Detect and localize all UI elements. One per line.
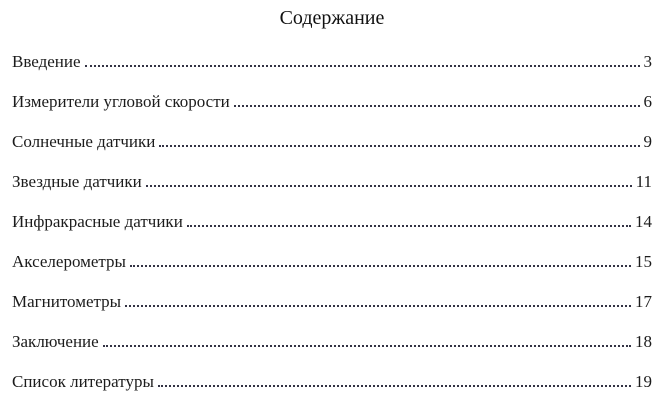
page-title: Содержание (279, 7, 385, 29)
toc-entry[interactable] (12, 86, 652, 126)
dot-leader (146, 185, 632, 187)
toc-entry-label: Заключение (12, 332, 99, 351)
toc-entry-label: Солнечные датчики (12, 132, 156, 151)
toc-entry-label: Звездные датчики (12, 172, 142, 191)
toc-entry-page: 19 (635, 372, 652, 391)
dot-leader (187, 225, 631, 227)
toc-entry-page: 11 (635, 172, 652, 191)
toc-entry[interactable] (12, 46, 652, 86)
toc-entry[interactable] (12, 366, 652, 406)
dot-leader (85, 65, 640, 67)
dot-leader (125, 305, 631, 307)
toc-entry-page: 15 (635, 252, 652, 271)
toc-entry[interactable] (12, 246, 652, 286)
toc-entry-label: Введение (12, 52, 81, 71)
dot-leader (234, 105, 640, 107)
toc-entry-page: 18 (635, 332, 652, 351)
toc-entry[interactable] (12, 326, 652, 366)
toc-entry[interactable] (12, 206, 652, 246)
toc-entry-page: 6 (643, 92, 652, 111)
dot-leader (159, 145, 639, 147)
dot-leader (130, 265, 631, 267)
toc-entry[interactable] (12, 166, 652, 206)
toc-entry-label: Список литературы (12, 372, 154, 391)
toc-entry-label: Инфракрасные датчики (12, 212, 183, 231)
toc-list (12, 46, 652, 406)
toc-entry[interactable] (12, 286, 652, 326)
toc-entry-label: Акселерометры (12, 252, 126, 271)
toc-entry-page: 17 (635, 292, 652, 311)
toc-entry-page: 14 (635, 212, 652, 231)
toc-entry-label: Измерители угловой скорости (12, 92, 230, 111)
toc-entry-page: 9 (643, 132, 652, 151)
dot-leader (158, 385, 631, 387)
toc-entry-label: Магнитометры (12, 292, 122, 311)
toc-entry-page: 3 (643, 52, 652, 71)
toc-entry[interactable] (12, 126, 652, 166)
dot-leader (103, 345, 631, 347)
